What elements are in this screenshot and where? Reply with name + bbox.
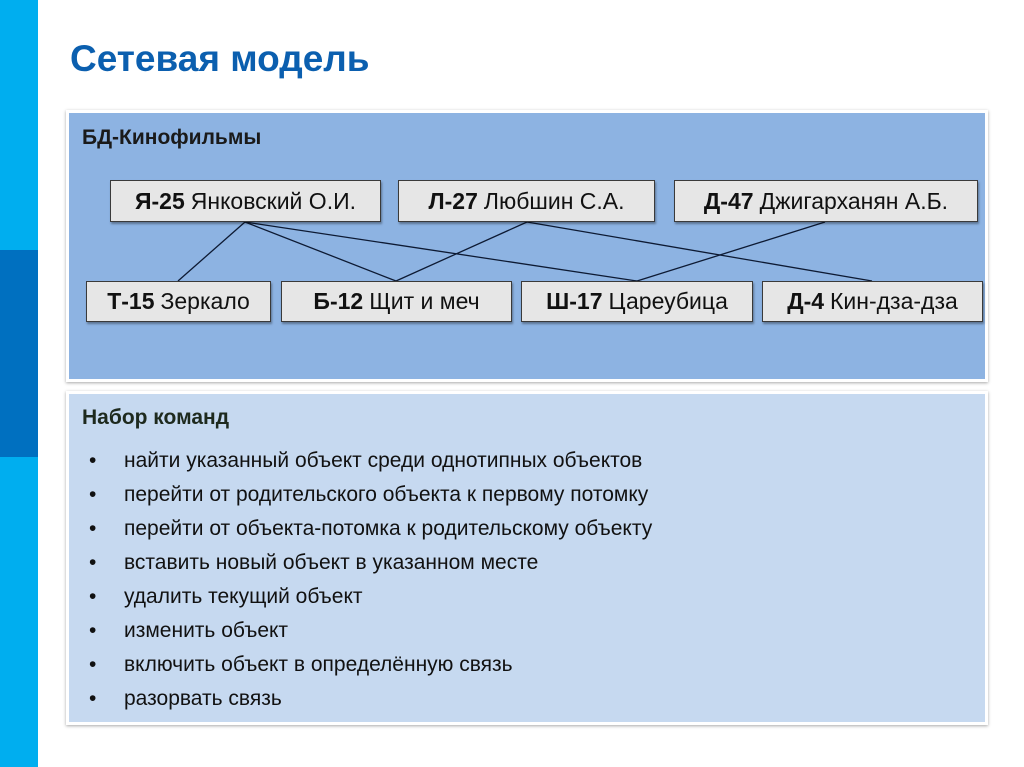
node-name: Любшин С.А. <box>483 187 625 214</box>
list-item <box>85 546 652 580</box>
list-item <box>85 444 652 478</box>
node-name: Щит и меч <box>369 288 480 314</box>
node-name: Зеркало <box>160 288 250 314</box>
film-node-sh17 <box>521 281 753 322</box>
node-code: Ш-17 <box>546 288 603 314</box>
command-text: включить объект в определённую связь <box>124 653 513 676</box>
actor-node-d47 <box>674 180 978 222</box>
link-ya25-b12 <box>245 222 396 281</box>
link-ya25-t15 <box>178 222 245 281</box>
command-text: перейти от объекта-потомка к родительскому объекту <box>124 517 653 540</box>
bullet-icon: • <box>89 585 97 608</box>
command-text: удалить текущий объект <box>124 585 363 608</box>
film-node-t15 <box>86 281 271 322</box>
film-node-b12 <box>281 281 512 322</box>
node-code: Я-25 <box>134 187 185 214</box>
commands-heading: Набор команд <box>82 406 230 429</box>
diagram-heading: БД-Кинофильмы <box>82 126 262 149</box>
command-text: вставить новый объект в указанном месте <box>124 551 539 574</box>
bullet-icon: • <box>89 653 97 676</box>
link-d47-sh17 <box>637 222 825 281</box>
command-text: изменить объект <box>124 619 289 642</box>
node-name: Кин-дза-дза <box>830 288 958 314</box>
node-code: Б-12 <box>313 288 364 314</box>
node-code: Т-15 <box>107 288 155 314</box>
bullet-icon: • <box>89 483 97 506</box>
bullet-icon: • <box>89 687 97 710</box>
node-name: Янковский О.И. <box>190 187 356 214</box>
command-text: перейти от родительского объекта к первому потомку <box>124 483 649 506</box>
link-l27-b12 <box>396 222 527 281</box>
node-code: Д-4 <box>787 288 825 314</box>
sidebar-accent <box>0 250 38 457</box>
actor-node-ya25 <box>110 180 381 222</box>
list-item <box>85 614 652 648</box>
list-item <box>85 512 652 546</box>
list-item <box>85 648 652 682</box>
command-text: найти указанный объект среди однотипных объектов <box>124 449 643 472</box>
node-name: Джигарханян А.Б. <box>759 187 949 214</box>
bullet-icon: • <box>89 517 97 540</box>
actor-node-l27 <box>398 180 655 222</box>
list-item <box>85 682 652 716</box>
film-node-d4 <box>762 281 983 322</box>
list-item <box>85 580 652 614</box>
command-text: разорвать связь <box>124 687 282 710</box>
diagram-panel <box>66 110 988 382</box>
bullet-icon: • <box>89 551 97 574</box>
page-title: Сетевая модель <box>70 38 370 79</box>
node-code: Л-27 <box>428 187 478 214</box>
list-item <box>85 478 652 512</box>
node-name: Цареубица <box>608 288 728 314</box>
bullet-icon: • <box>89 449 97 472</box>
bullet-icon: • <box>89 619 97 642</box>
node-code: Д-47 <box>703 187 754 214</box>
diagram-links <box>69 113 985 379</box>
commands-panel <box>66 391 988 725</box>
commands-list <box>85 444 652 716</box>
